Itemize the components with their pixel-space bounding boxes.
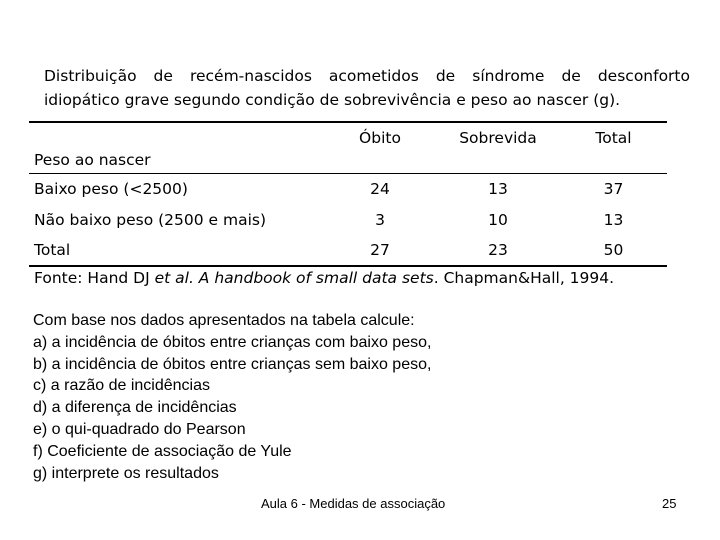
table-caption — [44, 64, 690, 112]
column-header-obito: Óbito — [359, 129, 401, 147]
source-prefix: Fonte: Hand DJ — [34, 269, 155, 287]
source-suffix: . Chapman&Hall, 1994. — [433, 269, 615, 287]
row-label: Total — [34, 241, 71, 259]
cell-value: 10 — [488, 210, 508, 229]
cell-value: 23 — [488, 241, 508, 259]
column-header-sobrevida: Sobrevida — [459, 129, 537, 147]
exercise-item: a) a incidência de óbitos entre crianças com baixo peso, — [33, 333, 432, 351]
column-header-total: Total — [595, 129, 632, 147]
exercise-item: g) interprete os resultados — [33, 464, 219, 482]
source-citation — [34, 269, 614, 287]
exercise-item: f) Coeficiente de associação de Yule — [33, 442, 292, 460]
cell-value: 37 — [603, 179, 624, 198]
cell-value: 27 — [370, 241, 390, 259]
table-row — [29, 204, 667, 235]
page-number: 25 — [662, 496, 677, 511]
table-header-row — [29, 122, 667, 173]
cell-value: 3 — [375, 210, 385, 229]
exercise-item: b) a incidência de óbitos entre crianças sem baixo peso, — [33, 355, 432, 373]
cell-value: 13 — [603, 210, 624, 229]
caption-line-1: Distribuição de recém-nascidos acometidos de síndrome de desconforto — [44, 67, 690, 85]
cell-value: 13 — [488, 179, 508, 198]
caption-line-2: idiopático grave segundo condição de sobrevivência e peso ao nascer (g). — [44, 91, 621, 109]
exercise-item: c) a razão de incidências — [33, 377, 210, 395]
exercise-item: e) o qui-quadrado do Pearson — [33, 420, 246, 438]
table-total-row — [29, 235, 667, 266]
cell-value: 50 — [603, 241, 624, 259]
source-title: et al. A handbook of small data sets — [154, 269, 434, 287]
slide-footer: Aula 6 - Medidas de associação — [261, 496, 446, 511]
row-label: Baixo peso (<2500) — [34, 179, 188, 198]
table-row — [29, 173, 667, 204]
data-table — [29, 121, 667, 267]
exercise-text — [33, 310, 431, 484]
row-header-label: Peso ao nascer — [34, 150, 151, 169]
cell-value: 24 — [370, 179, 390, 198]
row-label: Não baixo peso (2500 e mais) — [34, 210, 267, 229]
exercise-item: d) a diferença de incidências — [33, 399, 237, 417]
exercise-intro: Com base nos dados apresentados na tabela calcule: — [33, 312, 415, 329]
